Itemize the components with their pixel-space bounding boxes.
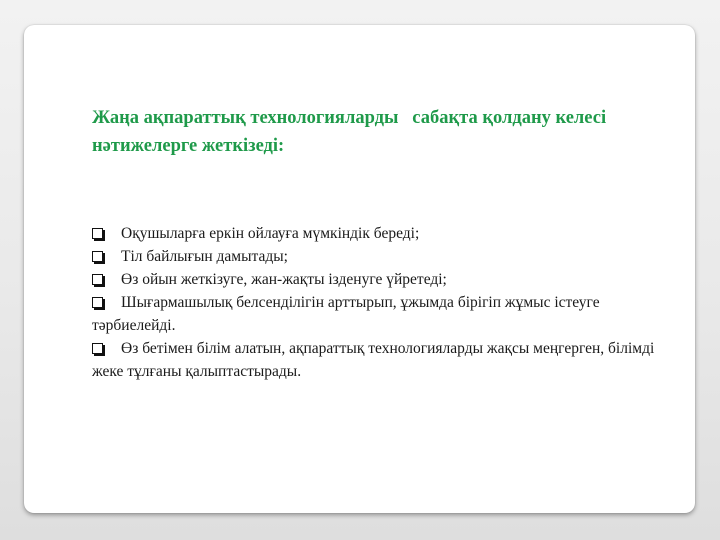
list-item-text: Өз бетімен білім алатын, ақпараттық технологияларды жақсы меңгерген, білімді жеке тұлғаны қалыптастырады.	[92, 340, 655, 380]
list-item-text: Өз ойын жеткізуге, жан-жақты ізденуге үйретеді;	[121, 271, 447, 288]
checkbox-square-icon	[92, 343, 103, 354]
list-item	[92, 268, 672, 291]
list-item-text: Тіл байлығын дамытады;	[121, 248, 288, 265]
list-item-text: Шығармашылық белсенділігін арттырып, ұжымда бірігіп жұмыс істеуге тәрбиелейді.	[92, 294, 600, 334]
list-item	[92, 222, 672, 245]
list-item	[92, 337, 672, 383]
bullet-list	[92, 222, 672, 383]
list-item-text: Оқушыларға еркін ойлауға мүмкіндік береді;	[121, 225, 420, 242]
checkbox-square-icon	[92, 251, 103, 262]
slide-heading: Жаңа ақпараттық технологияларды сабақта қолдану келесі нәтижелерге жеткізеді:	[92, 108, 611, 156]
list-item	[92, 245, 672, 268]
checkbox-square-icon	[92, 297, 103, 308]
checkbox-square-icon	[92, 274, 103, 285]
checkbox-square-icon	[92, 228, 103, 239]
list-item	[92, 291, 672, 337]
